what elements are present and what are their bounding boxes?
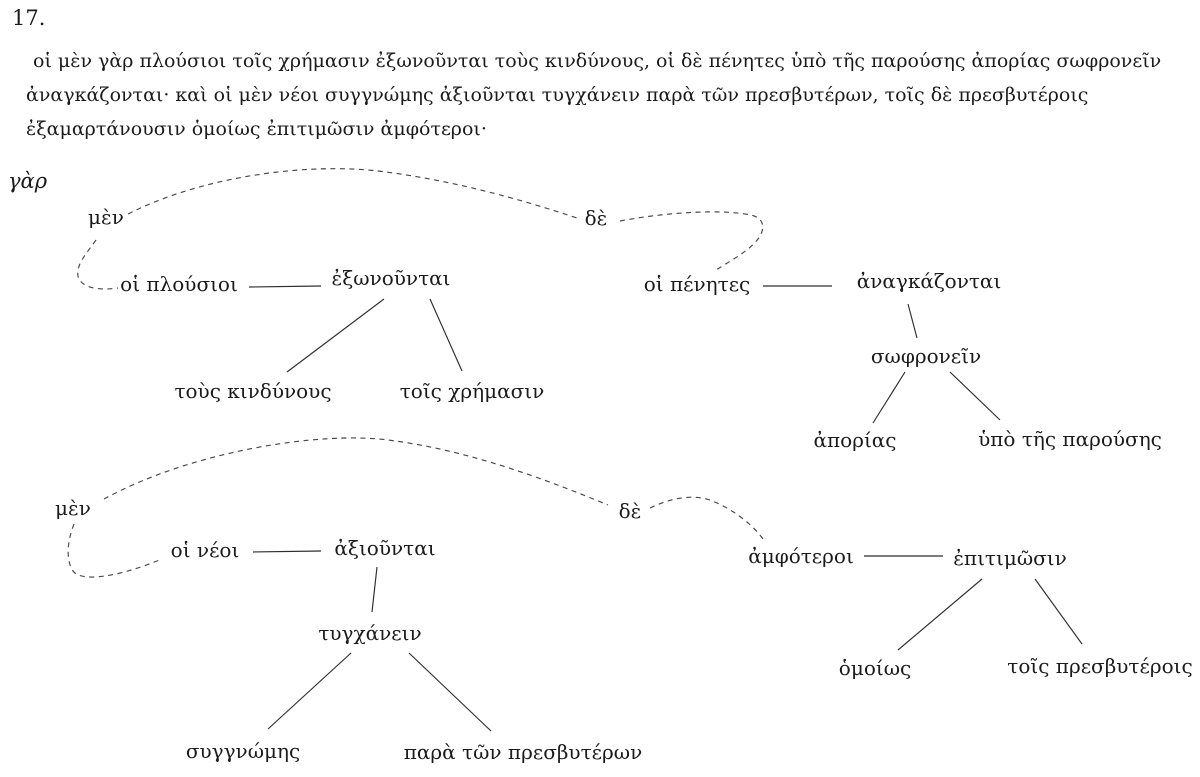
node-hoi-plousioi: οἱ πλούσιοι	[120, 272, 238, 296]
node-para-ton-presbuteron: παρὰ τῶν πρεσβυτέρων	[403, 740, 643, 764]
dashed-arc-men-de-top	[128, 169, 580, 219]
dashed-hook-de-subject-bottom	[650, 497, 763, 539]
node-exonountai: ἐξωνοῦνται	[331, 266, 451, 290]
link-verb-adverb-bottom-right	[898, 579, 982, 650]
node-epitimosin: ἐπιτιμῶσιν	[953, 546, 1067, 570]
node-tugchanein: τυγχάνειν	[318, 621, 422, 645]
label-gar: γὰρ	[8, 169, 48, 193]
link-verb-dative-top-left	[430, 299, 462, 371]
node-tois-presbuterois: τοῖς πρεσβυτέροις	[1007, 654, 1193, 678]
link-infinitive-genitive-top-right	[873, 372, 905, 423]
node-hupo-tes-parouses: ὑπὸ τῆς παρούσης	[978, 427, 1162, 451]
dashed-hook-men-subject-bottom	[68, 524, 162, 577]
node-tous-kindunous: τοὺς κινδύνους	[174, 379, 332, 403]
link-infinitive-prep-bottom-left	[409, 653, 491, 731]
link-subject-verb-bottom-left	[253, 551, 321, 552]
link-infinitive-genitive-bottom-left	[268, 653, 351, 729]
passage-line: οἱ μὲν γὰρ πλούσιοι τοῖς χρήμασιν ἐξωνοῦνται τοὺς κινδύνους, οἱ δὲ πένητες ὑπὸ τῆς παρούσης ἀπορίας σωφρονεῖν	[33, 50, 1162, 72]
link-subject-verb-top-left	[249, 286, 321, 287]
passage-line: ἀναγκάζονται· καὶ οἱ μὲν νέοι συγγνώμης ἀξιοῦνται τυγχάνειν παρὰ τῶν πρεσβυτέρων, τοῖς δὲ πρεσβυτέροις	[26, 84, 1089, 106]
label-men-bottom: μὲν	[55, 496, 91, 520]
link-verb-dative-bottom-right	[1035, 579, 1082, 644]
link-verb-infinitive-top-right	[908, 304, 917, 338]
node-axiountai: ἀξιοῦνται	[334, 536, 436, 560]
link-infinitive-prep-top-right	[950, 372, 1000, 420]
passage-line: ἐξαμαρτάνουσιν ὁμοίως ἐπιτιμῶσιν ἀμφότεροι·	[26, 118, 487, 140]
dashed-hook-de-subject-top	[620, 212, 763, 270]
node-tois-chremasin: τοῖς χρήμασιν	[399, 379, 545, 403]
link-verb-infinitive-bottom-left	[372, 567, 377, 612]
node-suggnomes: συγγνώμης	[185, 739, 301, 763]
link-verb-object-top-left	[287, 299, 384, 372]
node-hoi-penetes: οἱ πένητες	[643, 272, 751, 296]
exercise-number: 17.	[12, 6, 46, 30]
node-amphoteroi: ἀμφότεροι	[748, 544, 854, 568]
label-de-top: δὲ	[584, 206, 608, 230]
node-homoios: ὁμοίως	[838, 656, 912, 680]
label-de-bottom: δὲ	[618, 499, 642, 523]
node-hoi-neoi: οἱ νέοι	[170, 538, 240, 562]
dashed-arc-men-de-bottom	[104, 438, 608, 505]
node-aporias: ἀπορίας	[813, 428, 897, 452]
label-men-top: μὲν	[88, 205, 124, 229]
node-anagkazontai: ἀναγκάζονται	[856, 269, 1002, 293]
node-sophronein: σωφρονεῖν	[870, 344, 982, 368]
dashed-hook-men-subject-top	[78, 240, 118, 289]
